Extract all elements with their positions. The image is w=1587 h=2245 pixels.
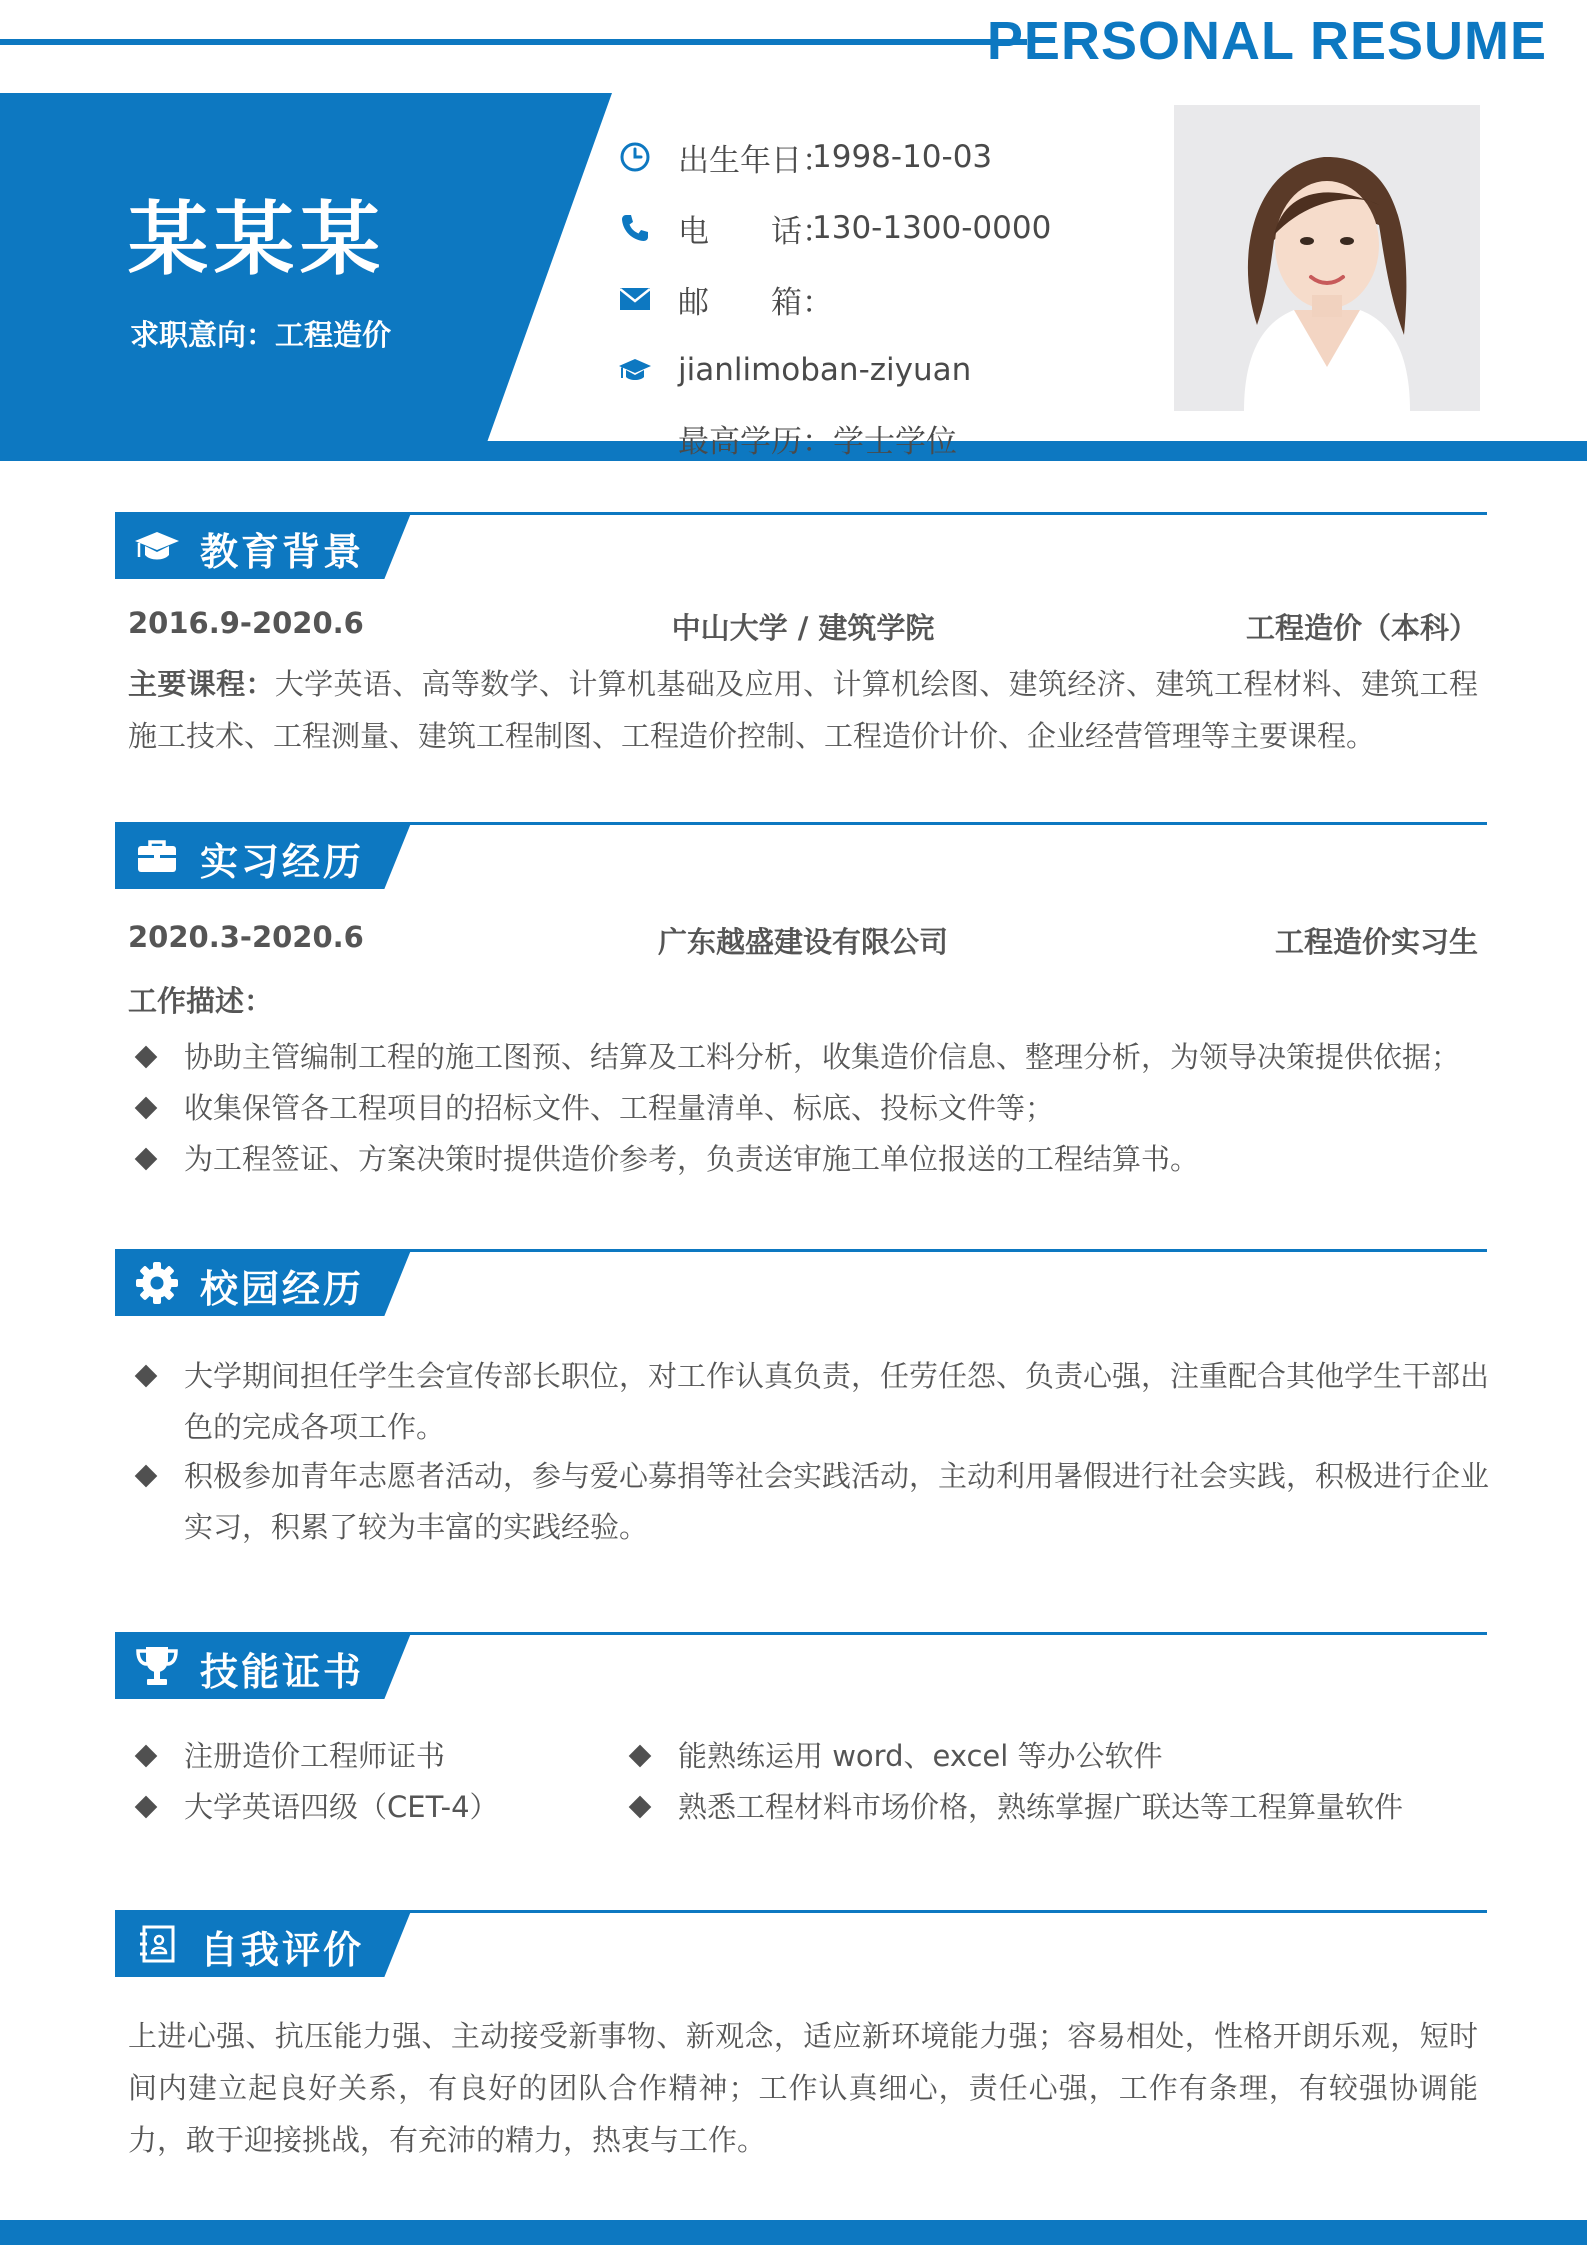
profile-photo: [1174, 105, 1480, 411]
clock-icon: [618, 140, 652, 174]
trophy-icon: [133, 1642, 181, 1690]
info-row-cutoff: [600, 400, 1140, 460]
info-label: 出生年日：: [678, 142, 833, 179]
graduation-cap-icon: [618, 353, 652, 387]
address-book-icon: [133, 1920, 181, 1968]
internship-title: 实习经历: [200, 840, 365, 884]
footer-bar: [0, 2220, 1587, 2245]
self-eval-text: 上进心强、抗压能力强、主动接受新事物、新观念，适应新环境能力强；容易相处，性格开朗乐观，短时间内建立起良好关系，有良好的团队合作精神；工作认真细心，责任心强，工作有条理，有较强协调能力，敢于迎接挑战，有充沛的精力，热衷与工作。: [128, 2019, 1478, 2157]
list-item-text: 大学期间担任学生会宣传部长职位，对工作认真负责，任劳任怨、负责心强，注重配合其他学生干部出色的完成各项工作。: [184, 1359, 1490, 1444]
campus-title: 校园经历: [200, 1267, 365, 1311]
list-item-text: 熟悉工程材料市场价格，熟练掌握广联达等工程算量软件: [678, 1790, 1404, 1824]
education-courses: [128, 658, 1478, 762]
top-divider: [0, 39, 1027, 45]
info-row-email: [618, 275, 833, 323]
info-row-birthday: [618, 133, 992, 181]
education-title: 教育背景: [200, 530, 365, 574]
internship-summary-row: [128, 920, 1478, 959]
internship-period: 2020.3-2020.6: [128, 920, 364, 954]
info-row-website: [618, 346, 971, 394]
resume-title: PERSONAL RESUME: [986, 11, 1547, 71]
diamond-bullet-icon: [135, 1465, 158, 1488]
briefcase-icon: [133, 832, 181, 880]
list-item-text: 收集保管各工程项目的招标文件、工程量清单、标底、投标文件等；: [184, 1091, 1055, 1125]
birthday-value: 1998-10-03: [812, 139, 993, 175]
website-value: jianlimoban-ziyuan: [678, 352, 972, 388]
internship-company: 广东越盛建设有限公司: [657, 925, 948, 959]
education-period: 2016.9-2020.6: [128, 606, 364, 640]
education-summary-row: [128, 606, 1478, 645]
diamond-bullet-icon: [135, 1046, 158, 1069]
phone-value: 130-1300-0000: [812, 210, 1052, 246]
cutoff-text: 最高学历：学士学位: [678, 424, 957, 460]
info-row-phone: [618, 204, 1051, 252]
list-item-text: 协助主管编制工程的施工图预、结算及工料分析，收集造价信息、整理分析，为领导决策提供依据；: [184, 1040, 1461, 1074]
list-item-text: 为工程签证、方案决策时提供造价参考，负责送审施工单位报送的工程结算书。: [184, 1142, 1200, 1176]
diamond-bullet-icon: [629, 1796, 652, 1819]
diamond-bullet-icon: [629, 1745, 652, 1768]
diamond-bullet-icon: [135, 1745, 158, 1768]
info-label: 电 话：: [678, 213, 833, 250]
internship-position: 工程造价实习生: [1274, 925, 1478, 959]
info-label: 邮 箱：: [678, 284, 833, 321]
mail-icon: [618, 282, 652, 316]
diamond-bullet-icon: [135, 1097, 158, 1120]
skills-title: 技能证书: [200, 1650, 365, 1694]
self-eval-title: 自我评价: [200, 1928, 365, 1972]
education-major: 工程造价（本科）: [1245, 611, 1478, 645]
list-item-text: 大学英语四级（CET-4）: [184, 1790, 499, 1824]
list-item-text: 能熟练运用 word、excel 等办公软件: [678, 1739, 1163, 1773]
graduation-cap-icon: [133, 522, 181, 570]
gear-icon: [133, 1259, 181, 1307]
diamond-bullet-icon: [135, 1796, 158, 1819]
list-item-text: 注册造价工程师证书: [184, 1739, 446, 1773]
candidate-name: 某某某: [128, 193, 386, 286]
job-intent: 求职意向：工程造价: [130, 318, 392, 352]
work-desc-label: 工作描述：: [128, 984, 274, 1018]
education-school: 中山大学 / 建筑学院: [671, 611, 935, 645]
diamond-bullet-icon: [135, 1365, 158, 1388]
courses-label: 主要课程：: [128, 667, 275, 701]
list-item-text: 积极参加青年志愿者活动，参与爱心募捐等社会实践活动，主动利用暑假进行社会实践，积极进行企业实习，积累了较为丰富的实践经验。: [184, 1459, 1490, 1544]
phone-icon: [618, 211, 652, 245]
diamond-bullet-icon: [135, 1148, 158, 1171]
courses-text: 大学英语、高等数学、计算机基础及应用、计算机绘图、建筑经济、建筑工程材料、建筑工程施工技术、工程测量、建筑工程制图、工程造价控制、工程造价计价、企业经营管理等主要课程。: [128, 667, 1478, 753]
